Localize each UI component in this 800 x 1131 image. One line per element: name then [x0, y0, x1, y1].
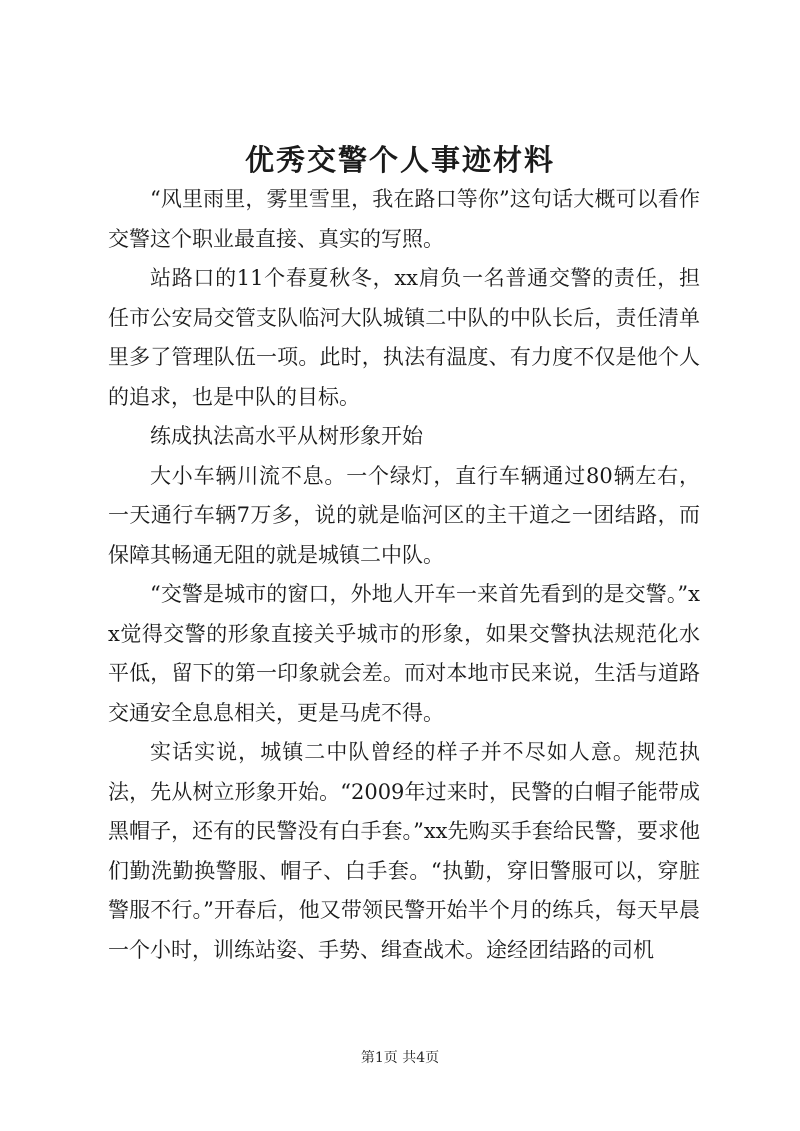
- document-title: 优秀交警个人事迹材料: [244, 143, 555, 177]
- section-heading: 练成执法高水平从树形象开始: [150, 424, 423, 448]
- document-body: [108, 180, 700, 970]
- page-footer: 第1页 共4页: [360, 1050, 440, 1066]
- paragraph-5: 实话实说，城镇二中队曾经的样子并不尽如人意。规范执法，先从树立形象开始。“2009年过来时，民警的白帽子能带成黑帽子，还有的民警没有白手套。”xx先购买手套给民警，要求他们勤洗勤换警服、帽子、白手套。“执勤，穿旧警服可以，穿脏警服不行。”开春后，他又带领民警开始半个月的练兵，每天早晨一个小时，训练站姿、手势、缉查战术。途经团结路的司机: [108, 740, 700, 962]
- paragraph-3: 大小车辆川流不息。一个绿灯，直行车辆通过80辆左右，一天通行车辆7万多，说的就是临河区的主干道之一团结路，而保障其畅通无阻的就是城镇二中队。: [108, 463, 700, 567]
- paragraph-2: 站路口的11个春夏秋冬，xx肩负一名普通交警的责任，担任市公安局交管支队临河大队城镇二中队的中队长后，责任清单里多了管理队伍一项。此时，执法有温度、有力度不仅是他个人的追求，也是中队的目标。: [108, 266, 700, 409]
- paragraph-4: “交警是城市的窗口，外地人开车一来首先看到的是交警。”xx觉得交警的形象直接关乎城市的形象，如果交警执法规范化水平低，留下的第一印象就会差。而对本地市民来说，生活与道路交通安全息息相关，更是马虎不得。: [108, 582, 700, 725]
- paragraph-1: “风里雨里，雾里雪里，我在路口等你”这句话大概可以看作交警这个职业最直接、真实的写照。: [108, 187, 700, 251]
